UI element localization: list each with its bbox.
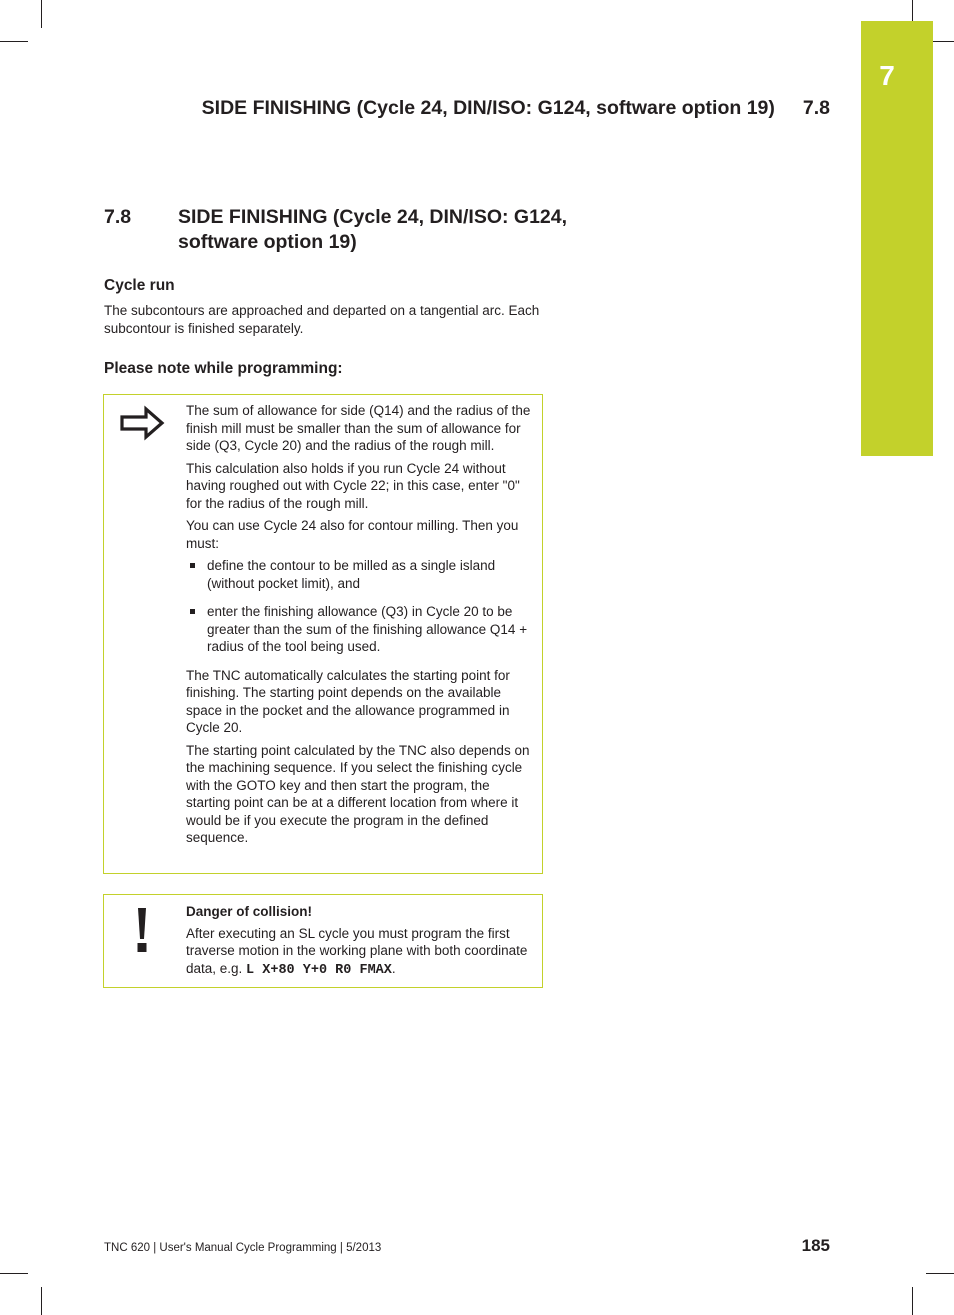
arrow-right-icon: [118, 405, 166, 446]
list-item-text: define the contour to be milled as a single island (without pocket limit), and: [207, 558, 496, 591]
note-paragraph: This calculation also holds if you run Cycle 24 without having roughed out with Cycle 22; in this case, enter "0" for the radius of the rough mill.: [186, 460, 520, 511]
bullet-square-icon: [190, 609, 195, 614]
crop-mark: [41, 0, 42, 28]
footer-text: TNC 620 | User's Manual Cycle Programming | 5/2013: [104, 1242, 382, 1254]
note-bullet-list: [186, 557, 536, 656]
page-number: 185: [801, 1236, 830, 1255]
section-number: 7.8: [104, 206, 132, 228]
crop-mark: [912, 1287, 913, 1315]
list-item-text: enter the finishing allowance (Q3) in Cycle 20 to be greater than the sum of the finishing allowance Q14 + radius of the tool being used.: [207, 604, 528, 654]
exclamation-icon: [134, 907, 150, 958]
running-header: [100, 97, 830, 120]
list-item: [186, 557, 536, 592]
cycle-run-heading: Cycle run: [104, 277, 175, 294]
warning-text-end: .: [391, 960, 396, 976]
warning-text: [186, 925, 536, 980]
crop-mark: [41, 1287, 42, 1315]
programming-note-heading: Please note while programming:: [104, 360, 343, 377]
warning-title: Danger of collision!: [186, 904, 313, 919]
warning-text-body: After executing an SL cycle you must program the first traverse motion in the working plane with both coordinate data, e.g.: [186, 925, 528, 976]
running-header-title: SIDE FINISHING (Cycle 24, DIN/ISO: G124, software option 19): [201, 97, 775, 119]
note-paragraph: The sum of allowance for side (Q14) and the radius of the finish mill must be smaller than the sum of allowance for side (Q3, Cycle 20) and the radius of the rough mill.: [186, 403, 531, 453]
note-paragraph: The TNC automatically calculates the starting point for finishing. The starting point depends on the available space in the pocket and the allowance programmed in Cycle 20.: [186, 667, 510, 735]
note-paragraph: The starting point calculated by the TNC also depends on the machining sequence. If you select the finishing cycle with the GOTO key and then start the program, the starting point can be at a different location from where it would be if you execute the program in the defined sequence.: [186, 742, 530, 845]
warning-code: L X+80 Y+0 R0 FMAX: [246, 962, 392, 978]
bullet-square-icon: [190, 563, 195, 568]
crop-mark: [926, 1273, 954, 1274]
list-item: [186, 603, 536, 656]
section-title: SIDE FINISHING (Cycle 24, DIN/ISO: G124, software option 19): [178, 206, 568, 253]
programming-note-box: [103, 394, 543, 874]
chapter-tab-number: 7: [879, 60, 895, 91]
warning-content: [186, 903, 536, 979]
crop-mark: [0, 41, 28, 42]
crop-mark: [0, 1273, 28, 1274]
running-header-number: 7.8: [802, 97, 830, 119]
programming-note-content: [186, 402, 536, 852]
cycle-run-text: The subcontours are approached and departed on a tangential arc. Each subcontour is finished separately.: [104, 303, 540, 336]
note-paragraph: You can use Cycle 24 also for contour milling. Then you must:: [186, 518, 519, 551]
warning-box: [103, 894, 543, 988]
